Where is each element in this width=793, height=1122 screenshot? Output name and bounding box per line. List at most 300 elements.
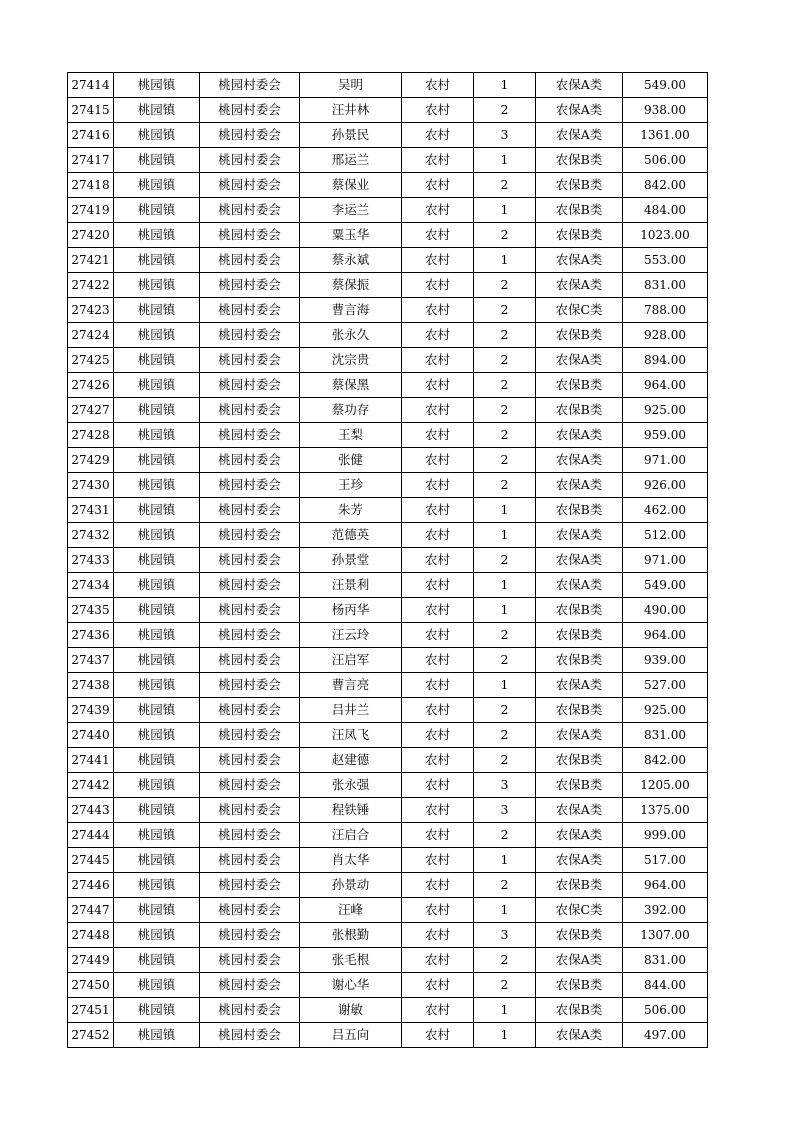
town-cell: 桃园镇 xyxy=(114,223,200,248)
area-type-cell: 农村 xyxy=(402,923,474,948)
town-cell: 桃园镇 xyxy=(114,473,200,498)
insurance-category-cell: 农保A类 xyxy=(536,673,623,698)
village-committee-cell: 桃园村委会 xyxy=(200,698,300,723)
village-committee-cell: 桃园村委会 xyxy=(200,323,300,348)
table-row xyxy=(68,673,708,698)
insurance-category-cell: 农保A类 xyxy=(536,473,623,498)
insurance-category-cell: 农保B类 xyxy=(536,773,623,798)
household-size-cell: 2 xyxy=(474,423,536,448)
town-cell: 桃园镇 xyxy=(114,323,200,348)
household-size-cell: 2 xyxy=(474,823,536,848)
town-cell: 桃园镇 xyxy=(114,498,200,523)
amount-cell: 964.00 xyxy=(623,873,708,898)
town-cell: 桃园镇 xyxy=(114,398,200,423)
record-id-cell: 27417 xyxy=(68,148,114,173)
insurance-category-cell: 农保B类 xyxy=(536,498,623,523)
name-cell: 朱芳 xyxy=(300,498,402,523)
table-row xyxy=(68,73,708,98)
record-id-cell: 27419 xyxy=(68,198,114,223)
village-committee-cell: 桃园村委会 xyxy=(200,623,300,648)
insurance-category-cell: 农保A类 xyxy=(536,248,623,273)
name-cell: 吕井兰 xyxy=(300,698,402,723)
town-cell: 桃园镇 xyxy=(114,973,200,998)
town-cell: 桃园镇 xyxy=(114,623,200,648)
household-table xyxy=(67,72,708,1048)
household-size-cell: 1 xyxy=(474,573,536,598)
insurance-category-cell: 农保B类 xyxy=(536,998,623,1023)
name-cell: 孙景堂 xyxy=(300,548,402,573)
record-id-cell: 27450 xyxy=(68,973,114,998)
record-id-cell: 27436 xyxy=(68,623,114,648)
household-size-cell: 1 xyxy=(474,73,536,98)
area-type-cell: 农村 xyxy=(402,948,474,973)
name-cell: 李运兰 xyxy=(300,198,402,223)
table-row xyxy=(68,623,708,648)
insurance-category-cell: 农保A类 xyxy=(536,523,623,548)
area-type-cell: 农村 xyxy=(402,723,474,748)
record-id-cell: 27445 xyxy=(68,848,114,873)
amount-cell: 1375.00 xyxy=(623,798,708,823)
town-cell: 桃园镇 xyxy=(114,648,200,673)
village-committee-cell: 桃园村委会 xyxy=(200,398,300,423)
amount-cell: 1361.00 xyxy=(623,123,708,148)
village-committee-cell: 桃园村委会 xyxy=(200,98,300,123)
village-committee-cell: 桃园村委会 xyxy=(200,223,300,248)
record-id-cell: 27430 xyxy=(68,473,114,498)
record-id-cell: 27452 xyxy=(68,1023,114,1048)
town-cell: 桃园镇 xyxy=(114,73,200,98)
village-committee-cell: 桃园村委会 xyxy=(200,73,300,98)
record-id-cell: 27443 xyxy=(68,798,114,823)
area-type-cell: 农村 xyxy=(402,798,474,823)
town-cell: 桃园镇 xyxy=(114,548,200,573)
amount-cell: 842.00 xyxy=(623,748,708,773)
table-row xyxy=(68,248,708,273)
table-row xyxy=(68,123,708,148)
name-cell: 张健 xyxy=(300,448,402,473)
table-row xyxy=(68,198,708,223)
area-type-cell: 农村 xyxy=(402,548,474,573)
amount-cell: 788.00 xyxy=(623,298,708,323)
household-size-cell: 1 xyxy=(474,248,536,273)
name-cell: 孙景动 xyxy=(300,873,402,898)
name-cell: 程铁锤 xyxy=(300,798,402,823)
insurance-category-cell: 农保B类 xyxy=(536,598,623,623)
record-id-cell: 27421 xyxy=(68,248,114,273)
table-row xyxy=(68,998,708,1023)
household-size-cell: 2 xyxy=(474,473,536,498)
town-cell: 桃园镇 xyxy=(114,873,200,898)
record-id-cell: 27432 xyxy=(68,523,114,548)
record-id-cell: 27426 xyxy=(68,373,114,398)
amount-cell: 506.00 xyxy=(623,998,708,1023)
town-cell: 桃园镇 xyxy=(114,148,200,173)
village-committee-cell: 桃园村委会 xyxy=(200,748,300,773)
area-type-cell: 农村 xyxy=(402,223,474,248)
amount-cell: 484.00 xyxy=(623,198,708,223)
record-id-cell: 27434 xyxy=(68,573,114,598)
amount-cell: 527.00 xyxy=(623,673,708,698)
record-id-cell: 27427 xyxy=(68,398,114,423)
area-type-cell: 农村 xyxy=(402,523,474,548)
name-cell: 谢敏 xyxy=(300,998,402,1023)
village-committee-cell: 桃园村委会 xyxy=(200,273,300,298)
name-cell: 王珍 xyxy=(300,473,402,498)
amount-cell: 999.00 xyxy=(623,823,708,848)
area-type-cell: 农村 xyxy=(402,473,474,498)
town-cell: 桃园镇 xyxy=(114,598,200,623)
town-cell: 桃园镇 xyxy=(114,923,200,948)
village-committee-cell: 桃园村委会 xyxy=(200,923,300,948)
town-cell: 桃园镇 xyxy=(114,823,200,848)
household-size-cell: 2 xyxy=(474,348,536,373)
amount-cell: 894.00 xyxy=(623,348,708,373)
village-committee-cell: 桃园村委会 xyxy=(200,598,300,623)
insurance-category-cell: 农保B类 xyxy=(536,748,623,773)
insurance-category-cell: 农保B类 xyxy=(536,223,623,248)
name-cell: 孙景民 xyxy=(300,123,402,148)
record-id-cell: 27448 xyxy=(68,923,114,948)
name-cell: 曹言亮 xyxy=(300,673,402,698)
insurance-category-cell: 农保B类 xyxy=(536,973,623,998)
amount-cell: 512.00 xyxy=(623,523,708,548)
insurance-category-cell: 农保A类 xyxy=(536,848,623,873)
village-committee-cell: 桃园村委会 xyxy=(200,848,300,873)
amount-cell: 497.00 xyxy=(623,1023,708,1048)
name-cell: 蔡保业 xyxy=(300,173,402,198)
town-cell: 桃园镇 xyxy=(114,448,200,473)
area-type-cell: 农村 xyxy=(402,573,474,598)
table-row xyxy=(68,423,708,448)
household-size-cell: 2 xyxy=(474,723,536,748)
town-cell: 桃园镇 xyxy=(114,898,200,923)
insurance-category-cell: 农保A类 xyxy=(536,823,623,848)
town-cell: 桃园镇 xyxy=(114,998,200,1023)
amount-cell: 1307.00 xyxy=(623,923,708,948)
table-row xyxy=(68,773,708,798)
village-committee-cell: 桃园村委会 xyxy=(200,548,300,573)
town-cell: 桃园镇 xyxy=(114,273,200,298)
record-id-cell: 27437 xyxy=(68,648,114,673)
amount-cell: 831.00 xyxy=(623,273,708,298)
table-row xyxy=(68,748,708,773)
insurance-category-cell: 农保B类 xyxy=(536,198,623,223)
area-type-cell: 农村 xyxy=(402,823,474,848)
area-type-cell: 农村 xyxy=(402,173,474,198)
household-size-cell: 2 xyxy=(474,273,536,298)
record-id-cell: 27424 xyxy=(68,323,114,348)
household-size-cell: 2 xyxy=(474,223,536,248)
record-id-cell: 27418 xyxy=(68,173,114,198)
household-size-cell: 1 xyxy=(474,673,536,698)
insurance-category-cell: 农保C类 xyxy=(536,298,623,323)
household-size-cell: 2 xyxy=(474,873,536,898)
village-committee-cell: 桃园村委会 xyxy=(200,248,300,273)
village-committee-cell: 桃园村委会 xyxy=(200,798,300,823)
table-row xyxy=(68,173,708,198)
record-id-cell: 27451 xyxy=(68,998,114,1023)
town-cell: 桃园镇 xyxy=(114,423,200,448)
name-cell: 汪凤飞 xyxy=(300,723,402,748)
town-cell: 桃园镇 xyxy=(114,523,200,548)
name-cell: 张根勤 xyxy=(300,923,402,948)
table-row xyxy=(68,373,708,398)
insurance-category-cell: 农保B类 xyxy=(536,698,623,723)
name-cell: 汪井林 xyxy=(300,98,402,123)
household-size-cell: 2 xyxy=(474,173,536,198)
amount-cell: 549.00 xyxy=(623,573,708,598)
name-cell: 吕五向 xyxy=(300,1023,402,1048)
name-cell: 曹言海 xyxy=(300,298,402,323)
household-size-cell: 2 xyxy=(474,98,536,123)
village-committee-cell: 桃园村委会 xyxy=(200,973,300,998)
household-size-cell: 2 xyxy=(474,948,536,973)
village-committee-cell: 桃园村委会 xyxy=(200,723,300,748)
record-id-cell: 27423 xyxy=(68,298,114,323)
name-cell: 蔡永斌 xyxy=(300,248,402,273)
household-size-cell: 2 xyxy=(474,748,536,773)
village-committee-cell: 桃园村委会 xyxy=(200,148,300,173)
table-row xyxy=(68,548,708,573)
town-cell: 桃园镇 xyxy=(114,848,200,873)
amount-cell: 517.00 xyxy=(623,848,708,873)
town-cell: 桃园镇 xyxy=(114,123,200,148)
name-cell: 汪云玲 xyxy=(300,623,402,648)
name-cell: 汪景利 xyxy=(300,573,402,598)
household-size-cell: 3 xyxy=(474,773,536,798)
record-id-cell: 27416 xyxy=(68,123,114,148)
insurance-category-cell: 农保A类 xyxy=(536,348,623,373)
village-committee-cell: 桃园村委会 xyxy=(200,298,300,323)
name-cell: 蔡保黑 xyxy=(300,373,402,398)
name-cell: 沈宗贵 xyxy=(300,348,402,373)
table-row xyxy=(68,223,708,248)
amount-cell: 971.00 xyxy=(623,548,708,573)
village-committee-cell: 桃园村委会 xyxy=(200,648,300,673)
table-row xyxy=(68,923,708,948)
village-committee-cell: 桃园村委会 xyxy=(200,773,300,798)
insurance-category-cell: 农保A类 xyxy=(536,723,623,748)
area-type-cell: 农村 xyxy=(402,848,474,873)
insurance-category-cell: 农保B类 xyxy=(536,623,623,648)
village-committee-cell: 桃园村委会 xyxy=(200,473,300,498)
village-committee-cell: 桃园村委会 xyxy=(200,448,300,473)
name-cell: 张永久 xyxy=(300,323,402,348)
name-cell: 肖太华 xyxy=(300,848,402,873)
table-row xyxy=(68,823,708,848)
record-id-cell: 27414 xyxy=(68,73,114,98)
area-type-cell: 农村 xyxy=(402,1023,474,1048)
record-id-cell: 27431 xyxy=(68,498,114,523)
town-cell: 桃园镇 xyxy=(114,773,200,798)
village-committee-cell: 桃园村委会 xyxy=(200,873,300,898)
table-row xyxy=(68,523,708,548)
record-id-cell: 27433 xyxy=(68,548,114,573)
town-cell: 桃园镇 xyxy=(114,673,200,698)
village-committee-cell: 桃园村委会 xyxy=(200,573,300,598)
insurance-category-cell: 农保A类 xyxy=(536,948,623,973)
town-cell: 桃园镇 xyxy=(114,348,200,373)
area-type-cell: 农村 xyxy=(402,898,474,923)
town-cell: 桃园镇 xyxy=(114,373,200,398)
town-cell: 桃园镇 xyxy=(114,573,200,598)
table-row xyxy=(68,648,708,673)
area-type-cell: 农村 xyxy=(402,73,474,98)
area-type-cell: 农村 xyxy=(402,648,474,673)
town-cell: 桃园镇 xyxy=(114,1023,200,1048)
name-cell: 汪峰 xyxy=(300,898,402,923)
household-size-cell: 2 xyxy=(474,398,536,423)
table-row xyxy=(68,873,708,898)
town-cell: 桃园镇 xyxy=(114,948,200,973)
record-id-cell: 27438 xyxy=(68,673,114,698)
name-cell: 张毛根 xyxy=(300,948,402,973)
village-committee-cell: 桃园村委会 xyxy=(200,898,300,923)
household-size-cell: 1 xyxy=(474,848,536,873)
name-cell: 张永强 xyxy=(300,773,402,798)
table-row xyxy=(68,848,708,873)
town-cell: 桃园镇 xyxy=(114,198,200,223)
insurance-category-cell: 农保A类 xyxy=(536,548,623,573)
amount-cell: 490.00 xyxy=(623,598,708,623)
village-committee-cell: 桃园村委会 xyxy=(200,523,300,548)
household-size-cell: 1 xyxy=(474,998,536,1023)
table-row xyxy=(68,948,708,973)
amount-cell: 926.00 xyxy=(623,473,708,498)
area-type-cell: 农村 xyxy=(402,248,474,273)
household-size-cell: 2 xyxy=(474,373,536,398)
household-size-cell: 2 xyxy=(474,623,536,648)
amount-cell: 831.00 xyxy=(623,948,708,973)
record-id-cell: 27425 xyxy=(68,348,114,373)
amount-cell: 549.00 xyxy=(623,73,708,98)
record-id-cell: 27441 xyxy=(68,748,114,773)
village-committee-cell: 桃园村委会 xyxy=(200,823,300,848)
household-size-cell: 1 xyxy=(474,148,536,173)
insurance-category-cell: 农保B类 xyxy=(536,923,623,948)
area-type-cell: 农村 xyxy=(402,273,474,298)
village-committee-cell: 桃园村委会 xyxy=(200,498,300,523)
record-id-cell: 27446 xyxy=(68,873,114,898)
amount-cell: 1023.00 xyxy=(623,223,708,248)
table-row xyxy=(68,398,708,423)
table-row xyxy=(68,698,708,723)
area-type-cell: 农村 xyxy=(402,673,474,698)
table-row xyxy=(68,323,708,348)
record-id-cell: 27422 xyxy=(68,273,114,298)
insurance-category-cell: 农保B类 xyxy=(536,173,623,198)
table-body xyxy=(68,73,708,1048)
table-row xyxy=(68,298,708,323)
name-cell: 邢运兰 xyxy=(300,148,402,173)
amount-cell: 392.00 xyxy=(623,898,708,923)
household-size-cell: 1 xyxy=(474,498,536,523)
household-size-cell: 3 xyxy=(474,923,536,948)
name-cell: 粟玉华 xyxy=(300,223,402,248)
amount-cell: 925.00 xyxy=(623,398,708,423)
insurance-category-cell: 农保B类 xyxy=(536,373,623,398)
table-row xyxy=(68,98,708,123)
insurance-category-cell: 农保A类 xyxy=(536,573,623,598)
insurance-category-cell: 农保B类 xyxy=(536,323,623,348)
area-type-cell: 农村 xyxy=(402,148,474,173)
name-cell: 蔡保振 xyxy=(300,273,402,298)
village-committee-cell: 桃园村委会 xyxy=(200,948,300,973)
record-id-cell: 27415 xyxy=(68,98,114,123)
table-row xyxy=(68,1023,708,1048)
town-cell: 桃园镇 xyxy=(114,248,200,273)
household-size-cell: 1 xyxy=(474,598,536,623)
insurance-category-cell: 农保B类 xyxy=(536,648,623,673)
village-committee-cell: 桃园村委会 xyxy=(200,123,300,148)
table-row xyxy=(68,448,708,473)
table-row xyxy=(68,973,708,998)
area-type-cell: 农村 xyxy=(402,873,474,898)
table-row xyxy=(68,898,708,923)
amount-cell: 928.00 xyxy=(623,323,708,348)
village-committee-cell: 桃园村委会 xyxy=(200,673,300,698)
insurance-category-cell: 农保A类 xyxy=(536,798,623,823)
household-size-cell: 1 xyxy=(474,523,536,548)
name-cell: 王梨 xyxy=(300,423,402,448)
area-type-cell: 农村 xyxy=(402,998,474,1023)
area-type-cell: 农村 xyxy=(402,323,474,348)
amount-cell: 1205.00 xyxy=(623,773,708,798)
table-row xyxy=(68,473,708,498)
area-type-cell: 农村 xyxy=(402,198,474,223)
table-row xyxy=(68,598,708,623)
amount-cell: 844.00 xyxy=(623,973,708,998)
record-id-cell: 27442 xyxy=(68,773,114,798)
village-committee-cell: 桃园村委会 xyxy=(200,348,300,373)
household-size-cell: 2 xyxy=(474,448,536,473)
household-size-cell: 3 xyxy=(474,123,536,148)
area-type-cell: 农村 xyxy=(402,98,474,123)
town-cell: 桃园镇 xyxy=(114,723,200,748)
amount-cell: 964.00 xyxy=(623,623,708,648)
record-id-cell: 27449 xyxy=(68,948,114,973)
insurance-category-cell: 农保A类 xyxy=(536,73,623,98)
table-row xyxy=(68,498,708,523)
area-type-cell: 农村 xyxy=(402,598,474,623)
household-size-cell: 2 xyxy=(474,298,536,323)
amount-cell: 939.00 xyxy=(623,648,708,673)
area-type-cell: 农村 xyxy=(402,773,474,798)
household-size-cell: 1 xyxy=(474,898,536,923)
town-cell: 桃园镇 xyxy=(114,98,200,123)
household-size-cell: 2 xyxy=(474,698,536,723)
area-type-cell: 农村 xyxy=(402,348,474,373)
insurance-category-cell: 农保A类 xyxy=(536,123,623,148)
area-type-cell: 农村 xyxy=(402,298,474,323)
name-cell: 赵建德 xyxy=(300,748,402,773)
insurance-category-cell: 农保B类 xyxy=(536,398,623,423)
town-cell: 桃园镇 xyxy=(114,798,200,823)
insurance-category-cell: 农保A类 xyxy=(536,423,623,448)
record-id-cell: 27428 xyxy=(68,423,114,448)
area-type-cell: 农村 xyxy=(402,373,474,398)
name-cell: 汪启军 xyxy=(300,648,402,673)
village-committee-cell: 桃园村委会 xyxy=(200,1023,300,1048)
area-type-cell: 农村 xyxy=(402,448,474,473)
area-type-cell: 农村 xyxy=(402,398,474,423)
area-type-cell: 农村 xyxy=(402,748,474,773)
table-row xyxy=(68,723,708,748)
village-committee-cell: 桃园村委会 xyxy=(200,373,300,398)
amount-cell: 964.00 xyxy=(623,373,708,398)
area-type-cell: 农村 xyxy=(402,423,474,448)
household-size-cell: 2 xyxy=(474,548,536,573)
